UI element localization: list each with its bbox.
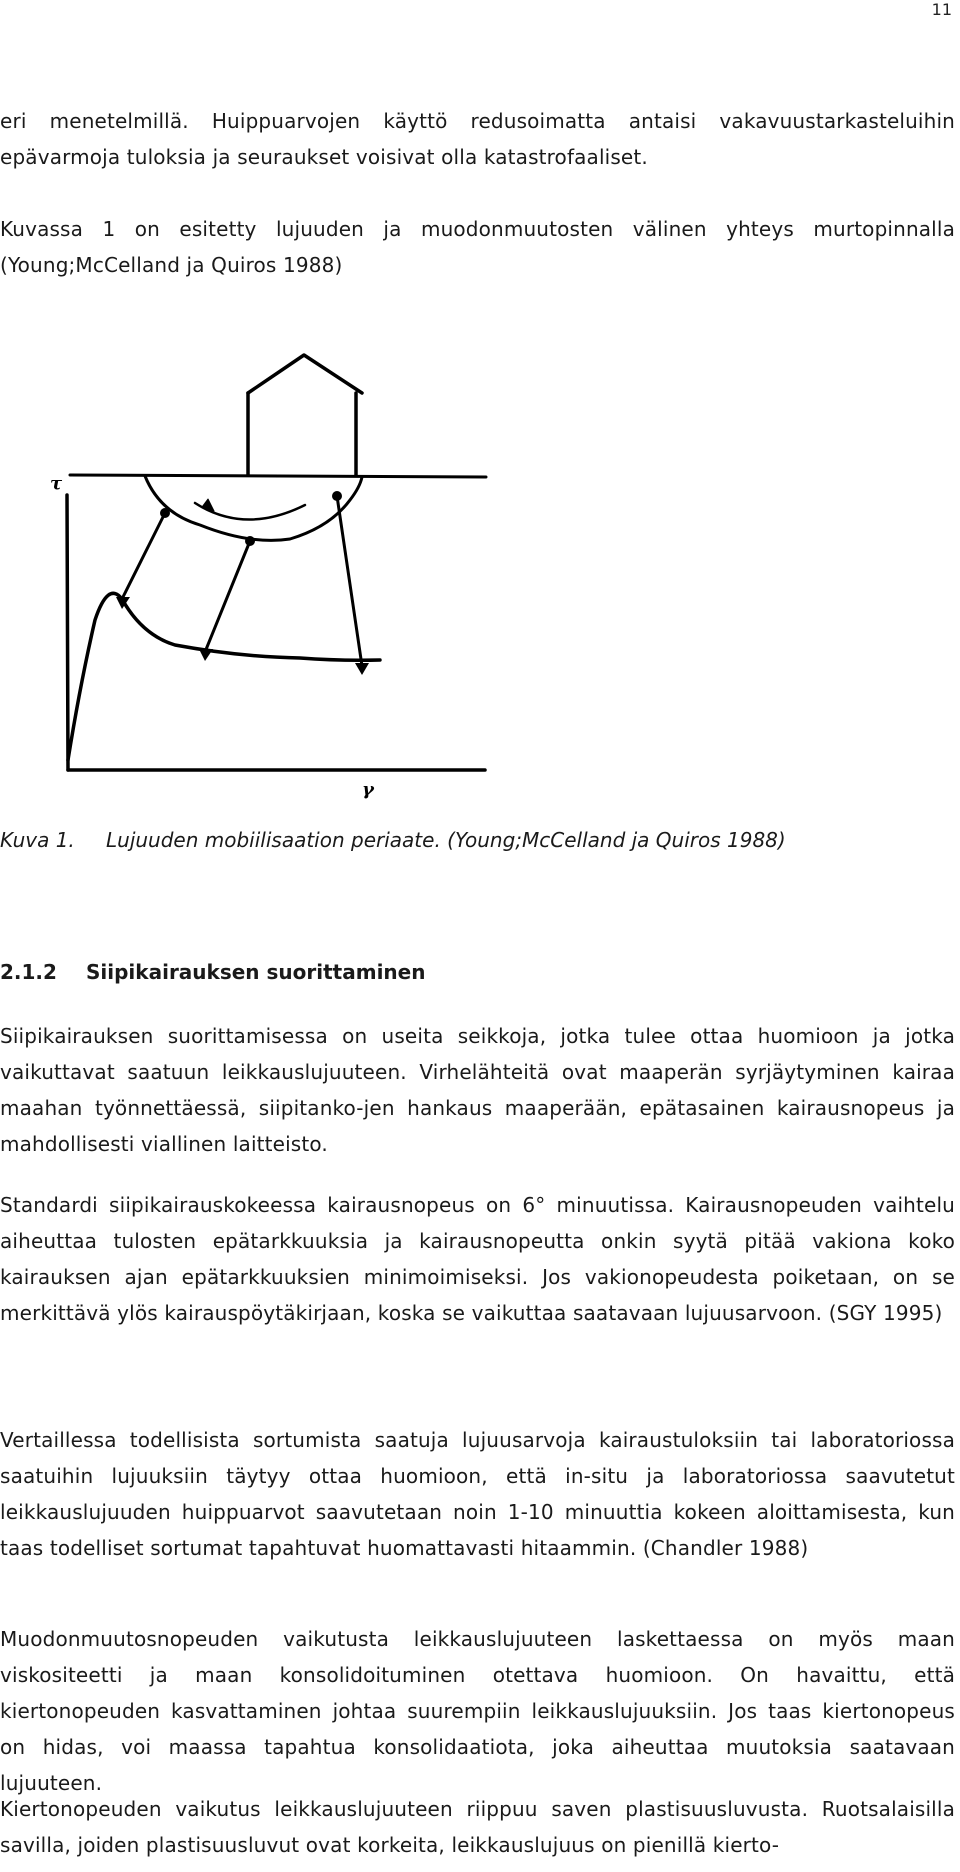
strength-mobilization-figure bbox=[50, 355, 495, 800]
page-number: 11 bbox=[931, 0, 952, 19]
section-title: Siipikairauksen suorittaminen bbox=[86, 960, 426, 984]
paragraph-sources-of-error: Siipikairauksen suorittamisessa on useita seikkoja, jotka tulee ottaa huomioon ja jotka vaikuttavat saatuun leikkauslujuuteen. Virhelähteitä ovat maaperän syrjäytyminen kairaa maahan työnnettäessä, siipitanko-jen hankaus maaperään, epätasainen kairausnopeus ja mahdollisesti viallinen laitteisto. bbox=[0, 1024, 955, 1156]
connector-left bbox=[122, 513, 165, 599]
gamma-axis-label: γ bbox=[362, 779, 374, 800]
slip-surface bbox=[145, 476, 362, 540]
ground-line bbox=[70, 475, 486, 477]
figure-caption bbox=[0, 824, 786, 856]
section-number: 2.1.2 bbox=[0, 960, 57, 984]
section-heading bbox=[0, 956, 425, 988]
figure-caption-text: Lujuuden mobiilisaation periaate. (Young;McCelland ja Quiros 1988) bbox=[106, 828, 786, 852]
y-axis bbox=[67, 495, 68, 770]
paragraph-strain-rate: Muodonmuutosnopeuden vaikutusta leikkauslujuuteen laskettaessa on myös maan viskositeetti ja maan konsolidoituminen otettava huomioon. On havaittu, että kiertonopeuden kasvattaminen johtaa suurempiin leikkauslujuuksiin. Jos taas kiertonopeus on hidas, voi maassa tapahtua konsolidaatiota, joka aiheuttaa muutoksia saatavaan lujuuteen. bbox=[0, 1627, 955, 1795]
figure-caption-label: Kuva 1. bbox=[0, 828, 75, 852]
stress-strain-curve bbox=[68, 593, 380, 760]
tau-axis-label: τ bbox=[50, 473, 63, 494]
paragraph-intro: eri menetelmillä. Huippuarvojen käyttö redusoimatta antaisi vakavuustarkasteluihin epävarmoja tuloksia ja seuraukset voisivat olla katastrofaaliset. bbox=[0, 109, 955, 169]
paragraph-rotation-speed: Standardi siipikairauskokeessa kairausnopeus on 6° minuutissa. Kairausnopeuden vaihtelu aiheuttaa tulosten epätarkkuuksia ja kairausnopeutta onkin syytä pitää vakiona koko kairauksen ajan epätarkkuuksien minimoimiseksi. Jos vakionopeudesta poiketaan, on se merkittävä ylös kairauspöytäkirjaan, koska se vaikuttaa saatavaan lujuusarvoon. (SGY 1995) bbox=[0, 1193, 955, 1325]
connector-mid bbox=[205, 541, 250, 652]
paragraph-figure-reference: Kuvassa 1 on esitetty lujuuden ja muodonmuutosten välinen yhteys murtopinnalla (Young;McCelland ja Quiros 1988) bbox=[0, 217, 955, 277]
paragraph-comparison: Vertaillessa todellisista sortumista saatuja lujuusarvoja kairaustuloksiin tai laboratoriossa saatuihin lujuuksiin täytyy ottaa huomioon, että in-situ ja laboratoriossa saavutetut leikkauslujuuden huippuarvot saavutetaan noin 1-10 minuuttia kokeen aloittamisesta, kun taas todelliset sortumat tapahtuvat huomattavasti hitaammin. (Chandler 1988) bbox=[0, 1428, 955, 1560]
connector-right bbox=[337, 496, 362, 666]
paragraph-plasticity: Kiertonopeuden vaikutus leikkauslujuuteen riippuu saven plastisuusluvusta. Ruotsalaisilla savilla, joiden plastisuusluvut ovat korkeita, leikkauslujuus on pienillä kierto- bbox=[0, 1797, 955, 1857]
house-roof bbox=[248, 355, 362, 393]
